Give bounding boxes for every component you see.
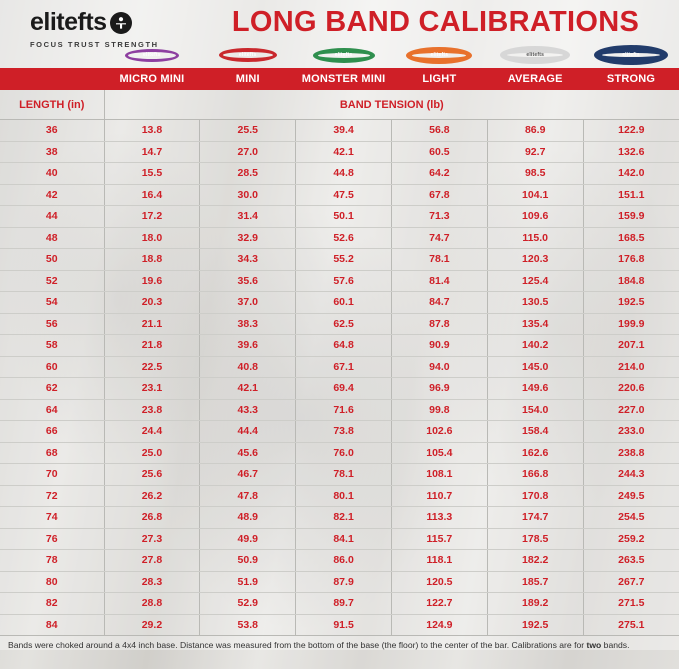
- person-in-circle-icon: [110, 12, 132, 34]
- cell-tension: 124.9: [391, 614, 487, 636]
- cell-tension: 244.3: [583, 464, 679, 486]
- cell-tension: 98.5: [487, 163, 583, 185]
- cell-tension: 60.1: [296, 292, 392, 314]
- cell-length: 70: [0, 464, 104, 486]
- footnote-text-after: bands.: [601, 640, 630, 650]
- cell-tension: 81.4: [391, 270, 487, 292]
- cell-tension: 17.2: [104, 206, 200, 228]
- cell-tension: 27.0: [200, 141, 296, 163]
- table-row: [0, 378, 679, 400]
- table-body: [0, 120, 679, 636]
- cell-tension: 132.6: [583, 141, 679, 163]
- band-image-strong: [583, 40, 679, 70]
- footnote: [0, 636, 679, 650]
- cell-length: 64: [0, 399, 104, 421]
- cell-tension: 207.1: [583, 335, 679, 357]
- cell-length: 76: [0, 528, 104, 550]
- table-header-light: LIGHT: [391, 68, 487, 90]
- cell-tension: 34.3: [200, 249, 296, 271]
- cell-tension: 94.0: [391, 356, 487, 378]
- cell-tension: 120.3: [487, 249, 583, 271]
- cell-tension: 45.6: [200, 442, 296, 464]
- band-label-light: elitefts: [430, 52, 449, 58]
- cell-tension: 30.0: [200, 184, 296, 206]
- cell-tension: 49.9: [200, 528, 296, 550]
- cell-tension: 154.0: [487, 399, 583, 421]
- table-row: [0, 356, 679, 378]
- cell-tension: 60.5: [391, 141, 487, 163]
- cell-length: 40: [0, 163, 104, 185]
- cell-tension: 233.0: [583, 421, 679, 443]
- cell-tension: 89.7: [296, 593, 392, 615]
- cell-tension: 64.2: [391, 163, 487, 185]
- cell-tension: 91.5: [296, 614, 392, 636]
- cell-tension: 118.1: [391, 550, 487, 572]
- cell-tension: 263.5: [583, 550, 679, 572]
- cell-length: 54: [0, 292, 104, 314]
- cell-length: 84: [0, 614, 104, 636]
- table-header-mini: MINI: [200, 68, 296, 90]
- cell-tension: 178.5: [487, 528, 583, 550]
- cell-tension: 26.2: [104, 485, 200, 507]
- table-header-strong: STRONG: [583, 68, 679, 90]
- table-row: [0, 184, 679, 206]
- cell-length: 72: [0, 485, 104, 507]
- cell-tension: 259.2: [583, 528, 679, 550]
- cell-tension: 96.9: [391, 378, 487, 400]
- cell-tension: 82.1: [296, 507, 392, 529]
- cell-tension: 110.7: [391, 485, 487, 507]
- cell-tension: 21.8: [104, 335, 200, 357]
- band-label-average: elitefts: [526, 52, 545, 58]
- cell-tension: 170.8: [487, 485, 583, 507]
- cell-tension: 271.5: [583, 593, 679, 615]
- table-row: [0, 550, 679, 572]
- cell-tension: 42.1: [296, 141, 392, 163]
- cell-tension: 56.8: [391, 120, 487, 142]
- cell-tension: 78.1: [391, 249, 487, 271]
- table-header-row: [0, 68, 679, 90]
- table-row: [0, 206, 679, 228]
- band-image-average: [487, 40, 583, 70]
- cell-tension: 199.9: [583, 313, 679, 335]
- table-row: [0, 571, 679, 593]
- cell-tension: 62.5: [296, 313, 392, 335]
- cell-tension: 84.7: [391, 292, 487, 314]
- table-row: [0, 335, 679, 357]
- table-row: [0, 292, 679, 314]
- cell-tension: 115.0: [487, 227, 583, 249]
- table-row: [0, 485, 679, 507]
- table-header-average: AVERAGE: [487, 68, 583, 90]
- cell-length: 68: [0, 442, 104, 464]
- cell-tension: 23.1: [104, 378, 200, 400]
- cell-tension: 184.8: [583, 270, 679, 292]
- cell-length: 74: [0, 507, 104, 529]
- cell-tension: 47.8: [200, 485, 296, 507]
- cell-tension: 80.1: [296, 485, 392, 507]
- table-row: [0, 120, 679, 142]
- cell-length: 66: [0, 421, 104, 443]
- cell-tension: 25.0: [104, 442, 200, 464]
- calibration-table: [0, 68, 679, 636]
- cell-tension: 18.0: [104, 227, 200, 249]
- cell-tension: 192.5: [487, 614, 583, 636]
- cell-tension: 51.9: [200, 571, 296, 593]
- table-row: [0, 141, 679, 163]
- table-row: [0, 163, 679, 185]
- table-row: [0, 270, 679, 292]
- cell-tension: 102.6: [391, 421, 487, 443]
- cell-tension: 18.8: [104, 249, 200, 271]
- cell-tension: 43.3: [200, 399, 296, 421]
- table-row: [0, 313, 679, 335]
- band-image-mini: [200, 40, 296, 70]
- cell-tension: 25.6: [104, 464, 200, 486]
- cell-length: 42: [0, 184, 104, 206]
- cell-tension: 185.7: [487, 571, 583, 593]
- cell-length: 60: [0, 356, 104, 378]
- band-image-micro-mini: [104, 40, 200, 70]
- cell-tension: 84.1: [296, 528, 392, 550]
- table-row: [0, 464, 679, 486]
- cell-tension: 44.4: [200, 421, 296, 443]
- cell-length: 52: [0, 270, 104, 292]
- cell-tension: 55.2: [296, 249, 392, 271]
- band-image-light: [391, 40, 487, 70]
- cell-tension: 28.3: [104, 571, 200, 593]
- cell-tension: 122.9: [583, 120, 679, 142]
- cell-tension: 13.8: [104, 120, 200, 142]
- cell-tension: 92.7: [487, 141, 583, 163]
- cell-length: 44: [0, 206, 104, 228]
- table-header-corner: [0, 68, 104, 90]
- band-image-monster-mini: [296, 40, 392, 70]
- cell-tension: 15.5: [104, 163, 200, 185]
- cell-tension: 16.4: [104, 184, 200, 206]
- cell-tension: 23.8: [104, 399, 200, 421]
- cell-tension: 162.6: [487, 442, 583, 464]
- band-label-micro-mini: elitefts: [143, 52, 161, 58]
- cell-tension: 73.8: [296, 421, 392, 443]
- length-column-label: LENGTH (in): [0, 90, 104, 120]
- cell-tension: 22.5: [104, 356, 200, 378]
- cell-tension: 220.6: [583, 378, 679, 400]
- cell-tension: 50.1: [296, 206, 392, 228]
- cell-tension: 192.5: [583, 292, 679, 314]
- cell-tension: 214.0: [583, 356, 679, 378]
- cell-tension: 115.7: [391, 528, 487, 550]
- table-row: [0, 399, 679, 421]
- footnote-emphasis: two: [586, 640, 602, 650]
- table-row: [0, 249, 679, 271]
- brand-name-part1: elite: [30, 8, 78, 36]
- table-row: [0, 227, 679, 249]
- cell-tension: 35.6: [200, 270, 296, 292]
- cell-tension: 14.7: [104, 141, 200, 163]
- cell-tension: 37.0: [200, 292, 296, 314]
- cell-tension: 29.2: [104, 614, 200, 636]
- cell-tension: 74.7: [391, 227, 487, 249]
- cell-length: 62: [0, 378, 104, 400]
- table-row: [0, 614, 679, 636]
- cell-tension: 69.4: [296, 378, 392, 400]
- cell-tension: 67.8: [391, 184, 487, 206]
- cell-tension: 25.5: [200, 120, 296, 142]
- cell-tension: 86.9: [487, 120, 583, 142]
- cell-tension: 21.1: [104, 313, 200, 335]
- cell-tension: 159.9: [583, 206, 679, 228]
- cell-tension: 267.7: [583, 571, 679, 593]
- table-header-micro-mini: MICRO MINI: [104, 68, 200, 90]
- band-tension-label: BAND TENSION (lb): [104, 90, 679, 120]
- cell-tension: 249.5: [583, 485, 679, 507]
- cell-tension: 120.5: [391, 571, 487, 593]
- table-row: [0, 528, 679, 550]
- cell-tension: 90.9: [391, 335, 487, 357]
- cell-tension: 50.9: [200, 550, 296, 572]
- cell-tension: 151.1: [583, 184, 679, 206]
- cell-tension: 254.5: [583, 507, 679, 529]
- cell-tension: 46.7: [200, 464, 296, 486]
- cell-tension: 48.9: [200, 507, 296, 529]
- cell-tension: 28.5: [200, 163, 296, 185]
- cell-tension: 174.7: [487, 507, 583, 529]
- cell-tension: 24.4: [104, 421, 200, 443]
- cell-tension: 130.5: [487, 292, 583, 314]
- cell-tension: 275.1: [583, 614, 679, 636]
- cell-length: 36: [0, 120, 104, 142]
- cell-length: 80: [0, 571, 104, 593]
- cell-tension: 87.8: [391, 313, 487, 335]
- cell-tension: 28.8: [104, 593, 200, 615]
- band-label-mini: elitefts: [238, 52, 257, 58]
- cell-tension: 39.4: [296, 120, 392, 142]
- cell-tension: 40.8: [200, 356, 296, 378]
- cell-tension: 67.1: [296, 356, 392, 378]
- table-row: [0, 442, 679, 464]
- brand-tagline: FOCUS TRUST STRENGTH: [30, 40, 159, 49]
- band-label-monster-mini: elitefts: [334, 52, 353, 58]
- cell-tension: 64.8: [296, 335, 392, 357]
- cell-tension: 158.4: [487, 421, 583, 443]
- table-row: [0, 507, 679, 529]
- cell-tension: 39.6: [200, 335, 296, 357]
- cell-tension: 32.9: [200, 227, 296, 249]
- cell-tension: 52.9: [200, 593, 296, 615]
- cell-tension: 108.1: [391, 464, 487, 486]
- table-row: [0, 593, 679, 615]
- cell-tension: 182.2: [487, 550, 583, 572]
- cell-length: 50: [0, 249, 104, 271]
- table-row: [0, 421, 679, 443]
- cell-tension: 42.1: [200, 378, 296, 400]
- cell-tension: 113.3: [391, 507, 487, 529]
- cell-tension: 149.6: [487, 378, 583, 400]
- cell-tension: 53.8: [200, 614, 296, 636]
- cell-length: 78: [0, 550, 104, 572]
- band-label-strong: elitefts: [622, 52, 640, 58]
- cell-tension: 57.6: [296, 270, 392, 292]
- cell-tension: 99.8: [391, 399, 487, 421]
- cell-tension: 38.3: [200, 313, 296, 335]
- cell-tension: 26.8: [104, 507, 200, 529]
- cell-tension: 20.3: [104, 292, 200, 314]
- cell-tension: 145.0: [487, 356, 583, 378]
- cell-tension: 238.8: [583, 442, 679, 464]
- cell-tension: 168.5: [583, 227, 679, 249]
- cell-tension: 166.8: [487, 464, 583, 486]
- cell-tension: 71.3: [391, 206, 487, 228]
- cell-tension: 76.0: [296, 442, 392, 464]
- cell-length: 58: [0, 335, 104, 357]
- cell-tension: 19.6: [104, 270, 200, 292]
- cell-tension: 122.7: [391, 593, 487, 615]
- brand-name-part2: fts: [77, 8, 107, 36]
- cell-tension: 27.8: [104, 550, 200, 572]
- cell-tension: 87.9: [296, 571, 392, 593]
- cell-length: 82: [0, 593, 104, 615]
- cell-tension: 189.2: [487, 593, 583, 615]
- cell-tension: 27.3: [104, 528, 200, 550]
- cell-length: 56: [0, 313, 104, 335]
- cell-tension: 71.6: [296, 399, 392, 421]
- cell-tension: 125.4: [487, 270, 583, 292]
- table-subheader-row: [0, 90, 679, 120]
- cell-tension: 227.0: [583, 399, 679, 421]
- cell-tension: 135.4: [487, 313, 583, 335]
- table-header-monster-mini: MONSTER MINI: [296, 68, 392, 90]
- cell-tension: 105.4: [391, 442, 487, 464]
- brand-wordmark: [30, 8, 210, 37]
- cell-tension: 78.1: [296, 464, 392, 486]
- cell-tension: 52.6: [296, 227, 392, 249]
- footnote-text-before: Bands were choked around a 4x4 inch base. Distance was measured from the bottom of the base (the floor) to the center of the bar. Calibrations are for: [8, 640, 587, 650]
- cell-tension: 176.8: [583, 249, 679, 271]
- page-title: LONG BAND CALIBRATIONS: [231, 6, 640, 38]
- cell-tension: 109.6: [487, 206, 583, 228]
- cell-tension: 44.8: [296, 163, 392, 185]
- cell-length: 38: [0, 141, 104, 163]
- cell-tension: 142.0: [583, 163, 679, 185]
- band-image-strip: [104, 40, 679, 70]
- cell-tension: 104.1: [487, 184, 583, 206]
- cell-tension: 86.0: [296, 550, 392, 572]
- cell-tension: 47.5: [296, 184, 392, 206]
- cell-tension: 140.2: [487, 335, 583, 357]
- cell-length: 48: [0, 227, 104, 249]
- cell-tension: 31.4: [200, 206, 296, 228]
